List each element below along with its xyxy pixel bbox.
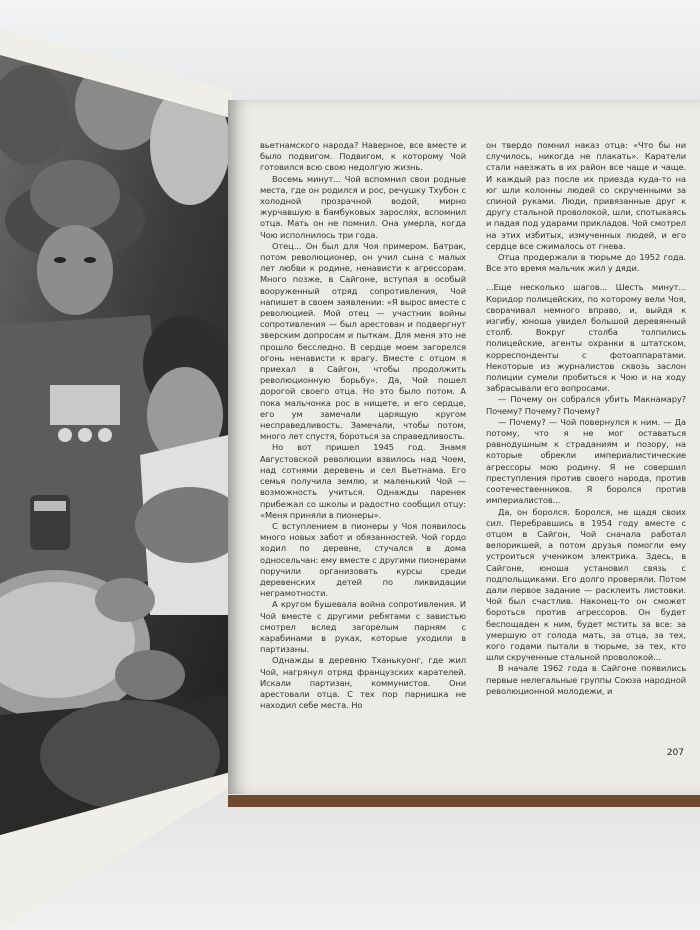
paragraph: вьетнамского народа? Наверное, все вместе и было подвигом. Подвигом, к которому Чой готовился всю свою недолгую жизнь. bbox=[260, 140, 466, 173]
paragraph: В начале 1962 года в Сайгоне появились первые нелегальные группы Союза народной революционной молодежи, и bbox=[486, 663, 686, 696]
text-column-right bbox=[486, 140, 686, 697]
paragraph: Однажды в деревню Тханькуонг, где жил Чой, нагрянул отряд французских карателей. Искали партизан, коммунистов. Они арестовали отца. С тех пор парнишка не находил себе места. Но bbox=[260, 655, 466, 711]
paragraph: Отца продержали в тюрьме до 1952 года. Все это время мальчик жил у дяди. bbox=[486, 252, 686, 274]
paragraph: — Почему он собрался убить Макнамару? Почему? Почему? Почему? bbox=[486, 394, 686, 416]
paragraph: Восемь минут... Чой вспомнил свои родные места, где он родился и рос, речушку Тхубон с холодной прозрачной водой, мирно журчавшую в бамбуковых зарослях, вспомнил отца. Мать он не помнил. Она умерла, когда Чою исполнилось три года. bbox=[260, 173, 466, 240]
paragraph: ...Еще несколько шагов... Шесть минут... Коридор полицейских, по которому вели Чоя, сворачивал немного вправо, и, выйдя к изгибу, юноша увидел большой деревянный столб. Вокруг столба толпились полицейские, агенты охранки в штатском, корреспонденты с фотоаппаратами. Некоторые из журналистов сквозь заслон полиции сумели пробиться к Чою и на ходу забрасывали его вопросами. bbox=[486, 282, 686, 394]
historical-photo-icon bbox=[0, 55, 228, 835]
paragraph: он твердо помнил наказ отца: «Что бы ни случилось, никогда не плакать». Каратели стали наезжать в их район все чаще и чаще. И каждый раз после их приезда куда-то на юг шли колонны людей со скрученными за спиной руками. Люди, привязанные друг к другу стальной проволокой, шли, спотыкаясь и падая под ударами прикладов. Чой смотрел на этих избитых, измученных людей, и его сердце все сжималось от гнева. bbox=[486, 140, 686, 251]
page-number: 207 bbox=[666, 748, 684, 758]
book-cover-edge bbox=[228, 795, 700, 807]
paragraph: Отец... Он был для Чоя примером. Батрак, потом революционер, он учил сына с малых лет любви к родине, ненависти к агрессорам. Много позже, в Сайгоне, вступая в особый вооруженный отряд сопротивления, Чой напишет в своем заявлении: «Я вырос вместе с революцией. Мой отец — участник войны сопротивления — был арестован и подвергнут зверским допросам и пыткам. Для меня это не прошло бесследно. В сердце моем загорелся огонь ненависти к врагу. Вместе с отцом я приехал в Сайгон, чтобы продолжить революционную борьбу». Да, Чой пошел дорогой своего отца. Но это было потом. А пока мальчонка рос в нищете, и его сердце, его ум замечали царящую кругом несправедливость. Замечали, чтобы потом, много лет спустя, бороться за справедливость. bbox=[260, 240, 466, 442]
paragraph: Но вот пришел 1945 год. Знамя Августовской революции взвилось над Чоем, над сотнями деревень и сел Вьетнама. Его семья получила землю, и маленький Чой — возможность учиться. Однажды паренек прибежал со школы и радостно сообщил отцу: «Меня приняли в пионеры». bbox=[260, 442, 466, 520]
text-page bbox=[228, 100, 700, 794]
text-column-left bbox=[260, 140, 466, 711]
paragraph: С вступлением в пионеры у Чоя появилось много новых забот и обязанностей. Чой гордо ходил по деревне, стучался в дома односельчан: ему вместе с другими пионерами поручили организовать курсы среди деревенских детей по ликвидации неграмотности. bbox=[260, 520, 466, 599]
paragraph: А кругом бушевала война сопротивления. И Чой вместе с другими ребятами с завистью смотрел вслед загорелым парням с карабинами в руках, которые уходили в партизаны. bbox=[260, 599, 466, 655]
paragraph: Да, он боролся. Боролся, не щадя своих сил. Перебравшись в 1954 году вместе с отцом в Сайгон, Чой сначала работал велорикшей, а потом друзья помогли ему устроиться учеником электрика. Здесь, в Сайгоне, юноша установил связь с подпольщиками. Его долго проверяли. Потом дали первое задание — расклеить листовки. Чой был счастлив. Наконец-то он сможет бороться против агрессоров. Он будет беспощаден к ним, будет мстить за все: за умершую от голода мать, за отца, за тех, кого годами пытали в тюрьме, за тех, кто шли скрученные стальной проволокой... bbox=[486, 506, 686, 663]
paragraph: — Почему? — Чой повернулся к ним. — Да потому, что я не мог оставаться равнодушным к страданиям и позору, на которые обрекли империалистические агрессоры мою родину. Я не совершил преступления против своего народа, против соотечественников. Я боролся против империалистов... bbox=[486, 416, 686, 506]
